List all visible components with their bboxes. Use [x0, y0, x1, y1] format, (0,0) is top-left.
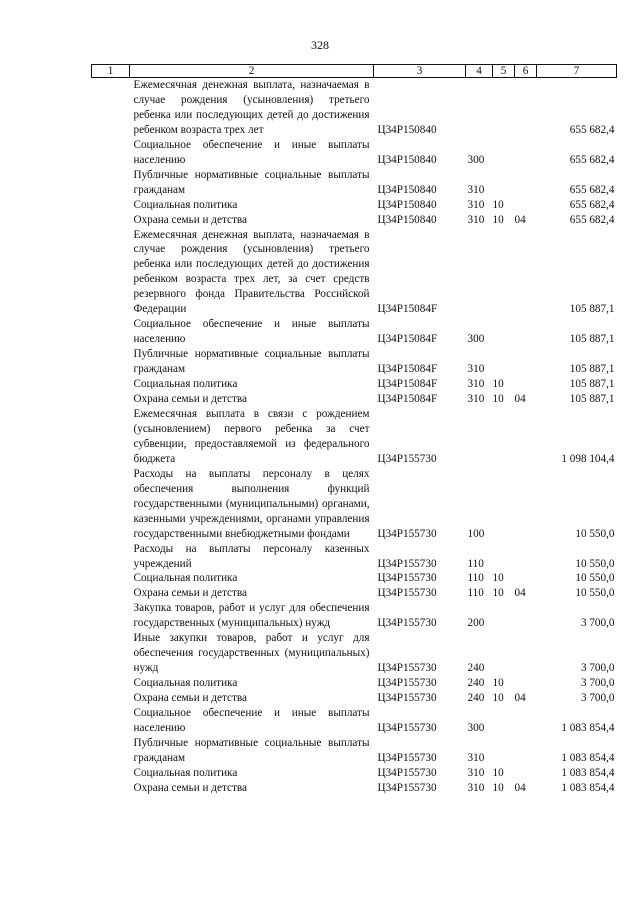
header-col-2: 2: [130, 65, 374, 78]
subsection-cell: [515, 601, 537, 631]
row-number-cell: [92, 571, 130, 586]
amount-cell: 1 083 854,4: [561, 751, 615, 764]
table-row: [92, 736, 617, 766]
subsection-cell: [515, 676, 537, 691]
row-number-cell: [92, 392, 130, 407]
section-cell: 10: [492, 781, 504, 794]
target-article-cell: Ц34Р155730: [377, 677, 437, 690]
table-row: [92, 392, 617, 407]
subsection-cell: [515, 467, 537, 542]
row-number-cell: [92, 766, 130, 781]
expense-type-cell: 300: [467, 333, 485, 346]
section-cell: 10: [492, 587, 504, 600]
item-name-cell: Социальная политика: [133, 677, 238, 690]
budget-table: [91, 64, 617, 796]
expense-type-cell: [466, 78, 493, 138]
item-name-cell: Ежемесячная денежная выплата, назначаемая в случае рождения (усыновления) третьего ребенка или последующих детей до достижения ребенком возраста трех лет, за счет средств резервного фонда Правительства Российской Федерации: [133, 228, 370, 316]
expense-type-cell: [466, 228, 493, 318]
item-name-cell: Публичные нормативные социальные выплаты гражданам: [133, 348, 370, 376]
expense-type-cell: 310: [467, 213, 485, 226]
amount-cell: 655 682,4: [569, 183, 615, 196]
table-row: [92, 706, 617, 736]
expense-type-cell: 300: [467, 721, 485, 734]
subsection-cell: 04: [514, 393, 526, 406]
expense-type-cell: 240: [467, 692, 485, 705]
expense-type-cell: 310: [467, 198, 485, 211]
amount-cell: 105 887,1: [569, 303, 615, 316]
row-number-cell: [92, 542, 130, 572]
amount-cell: 105 887,1: [569, 393, 615, 406]
row-number-cell: [92, 676, 130, 691]
amount-cell: 1 083 854,4: [561, 781, 615, 794]
row-number-cell: [92, 407, 130, 467]
expense-type-cell: 310: [467, 378, 485, 391]
subsection-cell: [515, 168, 537, 198]
item-name-cell: Ежемесячная выплата в связи с рождением (усыновлением) первого ребенка за счет субвенции, предоставляемой из федерального бюджета: [133, 407, 370, 465]
target-article-cell: Ц34Р15084F: [377, 378, 438, 391]
target-article-cell: Ц34Р155730: [377, 751, 437, 764]
section-cell: 10: [492, 393, 504, 406]
subsection-cell: [515, 706, 537, 736]
item-name-cell: Социальное обеспечение и иные выплаты населению: [133, 138, 370, 166]
subsection-cell: 04: [514, 213, 526, 226]
table-row: [92, 407, 617, 467]
table-row: [92, 347, 617, 377]
target-article-cell: Ц34Р155730: [377, 587, 437, 600]
subsection-cell: [515, 766, 537, 781]
target-article-cell: Ц34Р155730: [377, 572, 437, 585]
section-cell: [493, 407, 515, 467]
table-row: [92, 676, 617, 691]
expense-type-cell: 310: [467, 766, 485, 779]
section-cell: [493, 138, 515, 168]
row-number-cell: [92, 228, 130, 318]
subsection-cell: 04: [514, 587, 526, 600]
row-number-cell: [92, 586, 130, 601]
amount-cell: 1 098 104,4: [561, 452, 615, 465]
table-row: [92, 571, 617, 586]
row-number-cell: [92, 691, 130, 706]
item-name-cell: Социальная политика: [133, 198, 238, 211]
table-row: [92, 781, 617, 796]
table-row: [92, 198, 617, 213]
section-cell: 10: [492, 213, 504, 226]
subsection-cell: [515, 198, 537, 213]
section-cell: 10: [492, 378, 504, 391]
header-row: [92, 65, 617, 78]
row-number-cell: [92, 781, 130, 796]
section-cell: [493, 706, 515, 736]
amount-cell: 1 083 854,4: [561, 766, 615, 779]
target-article-cell: Ц34Р155730: [377, 452, 437, 465]
table-row: [92, 213, 617, 228]
table-row: [92, 317, 617, 347]
section-cell: [493, 347, 515, 377]
page-number: 328: [311, 38, 329, 52]
header-col-6: 6: [515, 65, 537, 78]
section-cell: [493, 78, 515, 138]
item-name-cell: Социальная политика: [133, 572, 238, 585]
subsection-cell: [515, 631, 537, 676]
subsection-cell: [515, 228, 537, 318]
subsection-cell: [515, 407, 537, 467]
item-name-cell: Публичные нормативные социальные выплаты гражданам: [133, 168, 370, 196]
subsection-cell: [515, 78, 537, 138]
expense-type-cell: 100: [467, 527, 485, 540]
expense-type-cell: 310: [467, 393, 485, 406]
section-cell: [493, 317, 515, 347]
table-row: [92, 168, 617, 198]
amount-cell: 3 700,0: [580, 662, 615, 675]
amount-cell: 3 700,0: [580, 677, 615, 690]
expense-type-cell: 240: [467, 662, 485, 675]
item-name-cell: Охрана семьи и детства: [133, 692, 247, 705]
item-name-cell: Социальное обеспечение и иные выплаты населению: [133, 707, 370, 734]
target-article-cell: Ц34Р155730: [377, 721, 437, 734]
section-cell: 10: [492, 692, 504, 705]
item-name-cell: Охрана семьи и детства: [133, 781, 247, 794]
row-number-cell: [92, 317, 130, 347]
target-article-cell: Ц34Р150840: [377, 153, 437, 166]
subsection-cell: 04: [514, 692, 526, 705]
row-number-cell: [92, 736, 130, 766]
row-number-cell: [92, 198, 130, 213]
item-name-cell: Охрана семьи и детства: [133, 393, 247, 406]
section-cell: 10: [492, 572, 504, 585]
expense-type-cell: 200: [467, 617, 485, 630]
section-cell: 10: [492, 677, 504, 690]
expense-type-cell: 310: [467, 363, 485, 376]
table-row: [92, 78, 617, 138]
item-name-cell: Расходы на выплаты персоналу казенных учреждений: [133, 542, 370, 570]
row-number-cell: [92, 78, 130, 138]
table-row: [92, 228, 617, 318]
amount-cell: 655 682,4: [569, 153, 615, 166]
target-article-cell: Ц34Р15084F: [377, 363, 438, 376]
section-cell: [493, 228, 515, 318]
subsection-cell: [515, 736, 537, 766]
target-article-cell: Ц34Р150840: [377, 198, 437, 211]
target-article-cell: Ц34Р15084F: [377, 303, 438, 316]
expense-type-cell: 110: [467, 572, 484, 585]
amount-cell: 10 550,0: [575, 527, 615, 540]
expense-type-cell: 310: [467, 751, 485, 764]
target-article-cell: Ц34Р150840: [377, 123, 437, 136]
target-article-cell: Ц34Р155730: [377, 557, 437, 570]
section-cell: [493, 736, 515, 766]
target-article-cell: Ц34Р15084F: [377, 393, 438, 406]
header-col-7: 7: [537, 65, 617, 78]
row-number-cell: [92, 138, 130, 168]
table-row: [92, 631, 617, 676]
target-article-cell: Ц34Р15084F: [377, 333, 438, 346]
target-article-cell: Ц34Р155730: [377, 527, 437, 540]
target-article-cell: Ц34Р150840: [377, 213, 437, 226]
expense-type-cell: 240: [467, 677, 485, 690]
item-name-cell: Социальная политика: [133, 766, 238, 779]
item-name-cell: Охрана семьи и детства: [133, 213, 247, 226]
row-number-cell: [92, 467, 130, 542]
section-cell: [493, 631, 515, 676]
target-article-cell: Ц34Р155730: [377, 617, 437, 630]
item-name-cell: Иные закупки товаров, работ и услуг для обеспечения государственных (муниципальных) нужд: [133, 632, 370, 675]
item-name-cell: Ежемесячная денежная выплата, назначаемая в случае рождения (усыновления) третьего ребенка или последующих детей до достижения ребенком возраста трех лет: [133, 79, 370, 136]
item-name-cell: Закупка товаров, работ и услуг для обеспечения государственных (муниципальных) нужд: [133, 602, 370, 630]
expense-type-cell: 110: [467, 557, 484, 570]
item-name-cell: Охрана семьи и детства: [133, 587, 247, 600]
amount-cell: 105 887,1: [569, 333, 615, 346]
row-number-cell: [92, 706, 130, 736]
header-col-4: 4: [466, 65, 493, 78]
target-article-cell: Ц34Р155730: [377, 766, 437, 779]
table-row: [92, 467, 617, 542]
target-article-cell: Ц34Р155730: [377, 662, 437, 675]
subsection-cell: [515, 138, 537, 168]
amount-cell: 655 682,4: [569, 198, 615, 211]
table-row: [92, 766, 617, 781]
amount-cell: 3 700,0: [580, 692, 615, 705]
amount-cell: 3 700,0: [580, 617, 615, 630]
table-row: [92, 542, 617, 572]
amount-cell: 10 550,0: [575, 587, 615, 600]
expense-type-cell: [466, 407, 493, 467]
table-row: [92, 691, 617, 706]
row-number-cell: [92, 213, 130, 228]
subsection-cell: [515, 377, 537, 392]
section-cell: 10: [492, 198, 504, 211]
section-cell: [493, 467, 515, 542]
header-col-3: 3: [374, 65, 466, 78]
item-name-cell: Расходы на выплаты персоналу в целях обеспечения выполнения функций государственными (муниципальными) органами, казенными учреждениями, органами управления государственными внебюджетными фондами: [133, 467, 370, 540]
table-row: [92, 138, 617, 168]
expense-type-cell: 110: [467, 587, 484, 600]
header-col-5: 5: [493, 65, 515, 78]
expense-type-cell: 310: [467, 781, 485, 794]
table-row: [92, 377, 617, 392]
amount-cell: 655 682,4: [569, 123, 615, 136]
row-number-cell: [92, 377, 130, 392]
amount-cell: 105 887,1: [569, 378, 615, 391]
target-article-cell: Ц34Р155730: [377, 781, 437, 794]
row-number-cell: [92, 631, 130, 676]
subsection-cell: [515, 542, 537, 572]
row-number-cell: [92, 347, 130, 377]
amount-cell: 10 550,0: [575, 557, 615, 570]
subsection-cell: [515, 347, 537, 377]
item-name-cell: Социальная политика: [133, 378, 238, 391]
table-row: [92, 601, 617, 631]
subsection-cell: [515, 571, 537, 586]
expense-type-cell: 310: [467, 183, 485, 196]
section-cell: [493, 601, 515, 631]
amount-cell: 105 887,1: [569, 363, 615, 376]
item-name-cell: Публичные нормативные социальные выплаты гражданам: [133, 736, 370, 764]
section-cell: [493, 168, 515, 198]
row-number-cell: [92, 168, 130, 198]
table-row: [92, 586, 617, 601]
target-article-cell: Ц34Р150840: [377, 183, 437, 196]
section-cell: [493, 542, 515, 572]
subsection-cell: [515, 317, 537, 347]
header-col-1: 1: [92, 65, 130, 78]
target-article-cell: Ц34Р155730: [377, 692, 437, 705]
amount-cell: 655 682,4: [569, 213, 615, 226]
expense-type-cell: 300: [467, 153, 485, 166]
section-cell: 10: [492, 766, 504, 779]
amount-cell: 1 083 854,4: [561, 721, 615, 734]
item-name-cell: Социальное обеспечение и иные выплаты населению: [133, 318, 370, 346]
amount-cell: 10 550,0: [575, 572, 615, 585]
subsection-cell: 04: [514, 781, 526, 794]
row-number-cell: [92, 601, 130, 631]
